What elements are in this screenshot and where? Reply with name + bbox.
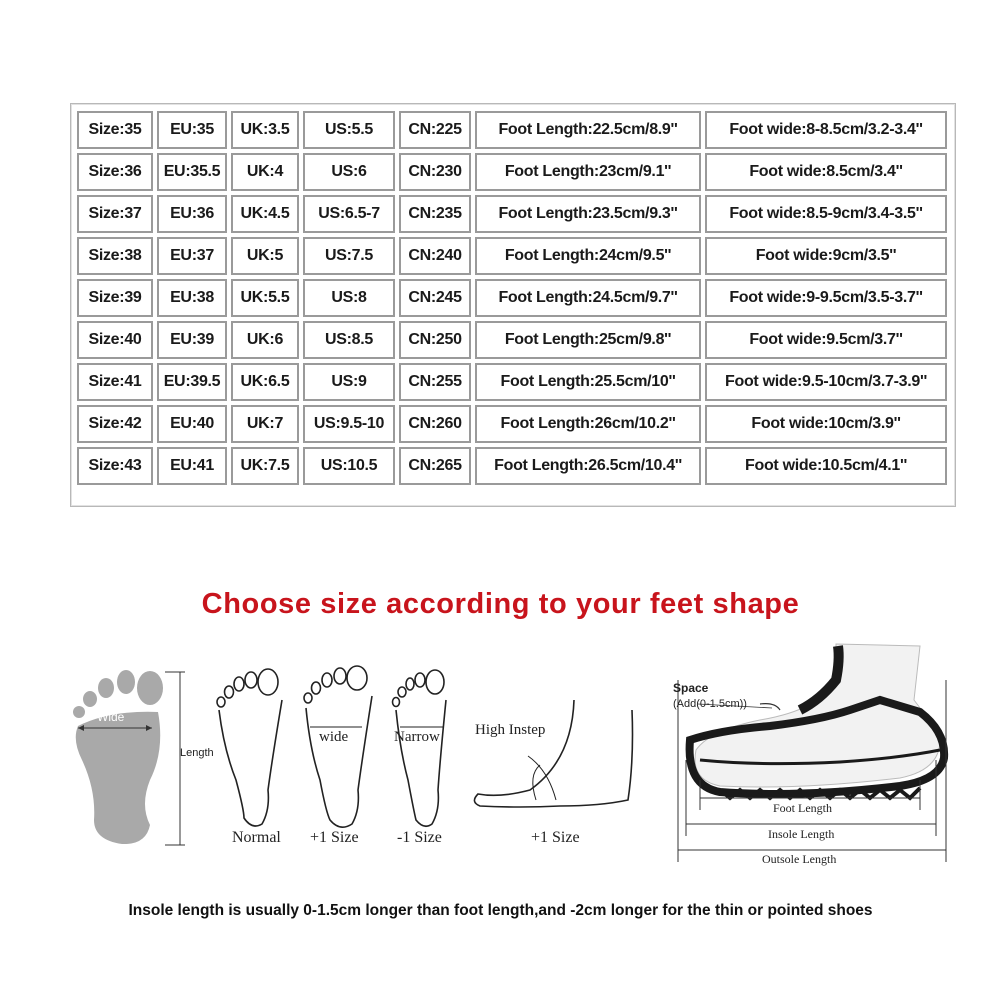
size-cell: EU:35 [157,111,227,149]
size-cell: UK:6 [231,321,299,359]
size-cell: Foot Length:26cm/10.2'' [475,405,701,443]
size-cell: Foot wide:8-8.5cm/3.2-3.4'' [705,111,947,149]
high-instep-foot-icon [474,700,632,807]
size-cell: UK:3.5 [231,111,299,149]
size-cell: CN:230 [399,153,471,191]
size-row [77,321,947,359]
size-cell: Foot wide:9.5-10cm/3.7-3.9'' [705,363,947,401]
size-cell: Foot Length:23cm/9.1'' [475,153,701,191]
feet-illustration [0,640,1001,870]
size-row [77,447,947,485]
size-row [77,279,947,317]
page-headline: Choose size according to your feet shape [201,588,800,620]
size-cell: UK:7.5 [231,447,299,485]
size-chart-table [70,103,956,507]
size-cell: CN:235 [399,195,471,233]
outsole-length-label: Outsole Length [762,852,837,866]
size-cell: UK:5.5 [231,279,299,317]
foot-length-label: Foot Length [773,801,832,815]
size-cell: Size:36 [77,153,153,191]
size-cell: US:6.5-7 [303,195,395,233]
size-cell: Foot Length:24.5cm/9.7'' [475,279,701,317]
size-cell: Size:41 [77,363,153,401]
size-cell: CN:240 [399,237,471,275]
size-row [77,195,947,233]
size-cell: US:6 [303,153,395,191]
size-cell: CN:225 [399,111,471,149]
narrow-size-caption: -1 Size [397,829,442,846]
size-cell: EU:39.5 [157,363,227,401]
size-cell: Foot Length:26.5cm/10.4'' [475,447,701,485]
size-cell: EU:41 [157,447,227,485]
size-cell: EU:39 [157,321,227,359]
normal-foot-icon [217,669,282,826]
space-note: (Add(0-1.5cm)) [673,698,747,710]
narrow-foot-icon [393,670,447,826]
wide-foot-icon [304,666,372,827]
size-cell: Foot Length:22.5cm/8.9'' [475,111,701,149]
size-row [77,405,947,443]
size-cell: Foot wide:9-9.5cm/3.5-3.7'' [705,279,947,317]
size-cell: EU:37 [157,237,227,275]
narrow-caption: Narrow [394,729,440,745]
size-cell: UK:4.5 [231,195,299,233]
size-cell: US:10.5 [303,447,395,485]
instep-size-caption: +1 Size [531,829,580,846]
size-cell: CN:265 [399,447,471,485]
space-label: Space [673,681,709,695]
normal-caption: Normal [232,829,281,846]
size-cell: CN:250 [399,321,471,359]
insole-length-label: Insole Length [768,827,835,841]
size-cell: US:7.5 [303,237,395,275]
size-cell: US:8.5 [303,321,395,359]
size-cell: CN:260 [399,405,471,443]
size-cell: Foot wide:10.5cm/4.1'' [705,447,947,485]
length-measure-label: Length [180,747,214,759]
wide-caption: wide [319,729,349,745]
size-cell: Foot Length:25cm/9.8'' [475,321,701,359]
size-cell: UK:4 [231,153,299,191]
size-cell: Foot wide:8.5-9cm/3.4-3.5'' [705,195,947,233]
size-cell: CN:245 [399,279,471,317]
size-table-body [77,111,947,485]
size-cell: US:8 [303,279,395,317]
size-cell: Size:43 [77,447,153,485]
size-cell: EU:40 [157,405,227,443]
size-cell: EU:38 [157,279,227,317]
size-cell: Foot wide:8.5cm/3.4'' [705,153,947,191]
size-cell: UK:5 [231,237,299,275]
size-cell: CN:255 [399,363,471,401]
size-cell: UK:6.5 [231,363,299,401]
size-cell: EU:36 [157,195,227,233]
wide-size-caption: +1 Size [310,829,359,846]
size-cell: US:5.5 [303,111,395,149]
size-cell: Size:42 [77,405,153,443]
high-instep-caption: High Instep [475,722,546,738]
size-row [77,111,947,149]
size-cell: Foot wide:9.5cm/3.7'' [705,321,947,359]
size-row [77,153,947,191]
size-cell: Size:37 [77,195,153,233]
size-cell: EU:35.5 [157,153,227,191]
measure-foot-icon [73,670,185,845]
size-cell: Size:40 [77,321,153,359]
size-cell: Foot Length:23.5cm/9.3'' [475,195,701,233]
size-cell: Foot Length:24cm/9.5'' [475,237,701,275]
size-cell: US:9.5-10 [303,405,395,443]
size-cell: Size:35 [77,111,153,149]
size-grid [73,107,951,489]
size-row [77,237,947,275]
size-row [77,363,947,401]
size-cell: Foot wide:10cm/3.9'' [705,405,947,443]
insole-footnote: Insole length is usually 0-1.5cm longer than foot length,and -2cm longer for the thin or pointed shoes [128,902,873,919]
wide-measure-label: Wide [97,710,125,724]
size-cell: UK:7 [231,405,299,443]
size-cell: Size:38 [77,237,153,275]
size-cell: Foot wide:9cm/3.5'' [705,237,947,275]
size-cell: US:9 [303,363,395,401]
size-cell: Size:39 [77,279,153,317]
size-cell: Foot Length:25.5cm/10'' [475,363,701,401]
